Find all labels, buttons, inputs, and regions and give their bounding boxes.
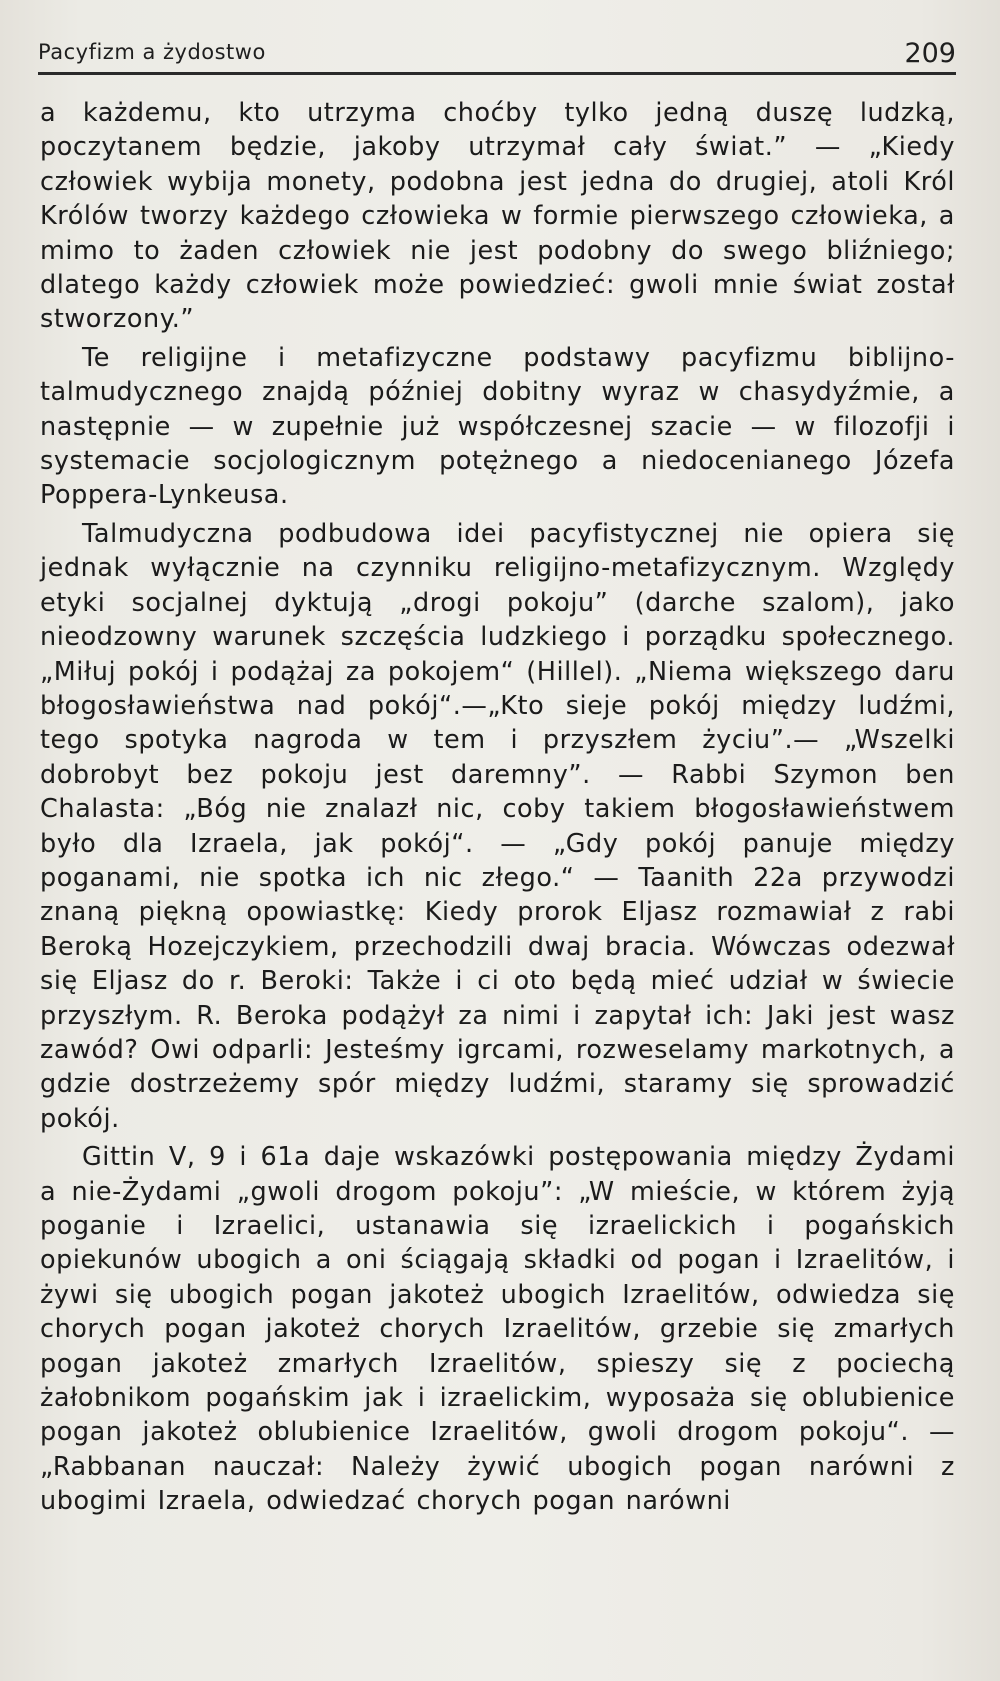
paragraph-1: a każdemu, kto utrzyma choćby tylko jedną duszę ludzką, poczytanem będzie, jakoby utrzymał cały świat.” — „Kiedy człowiek wybija monety, podobna jest jedna do drugiej, atoli Król Królów tworzy każdego człowieka w formie pierwszego człowieka, a mimo to żaden człowiek nie jest podobny do swego bliźniego; dlatego każdy człowiek może powiedzieć: gwoli mnie świat został stworzony.”	[40, 98, 955, 335]
header-rule	[38, 72, 956, 75]
page-number: 209	[904, 38, 956, 69]
paragraph-2: Te religijne i metafizyczne podstawy pacyfizmu biblijno-talmudycznego znajdą później dobitny wyraz w chasydyźmie, a następnie — w zupełnie już współczesnej szacie — w filozofji i systemacie socjologicznym potężnego a niedocenianego Józefa Poppera-Lynkeusa.	[40, 342, 955, 511]
page-header	[38, 34, 956, 74]
paragraph-4: Gittin V, 9 i 61a daje wskazówki postępowania między Żydami a nie-Żydami „gwoli drogom pokoju”: „W mieście, w którem żyją poganie i Izraelici, ustanawia się izraelickich i pogańskich opiekunów ubogich a oni ściągają składki od pogan i Izraelitów, i żywi się ubogich pogan jakoteż ubogich Izraelitów, odwiedza się chorych pogan jakoteż chorych Izraelitów, grzebie się zmarłych pogan jakoteż zmarłych Izraelitów, spieszy się z pociechą żałobnikom pogańskim jak i izraelickim, wyposaża się oblubienice pogan jakoteż oblubienice Izraelitów, gwoli drogom pokoju“. — „Rabbanan nauczał: Należy żywić ubogich pogan narówni z ubogimi Izraela, odwiedzać chorych pogan narówni	[40, 1142, 955, 1517]
paragraph-3: Talmudyczna podbudowa idei pacyfistycznej nie opiera się jednak wyłącznie na czynniku religijno-metafizycznym. Względy etyki socjalnej dyktują „drogi pokoju” (darche szalom), jako nieodzowny warunek szczęścia ludzkiego i porządku społecznego. „Miłuj pokój i podążaj za pokojem“ (Hillel). „Niema większego daru błogosławieństwa nad pokój“.—„Kto sieje pokój między ludźmi, tego spotyka nagroda w tem i przyszłem życiu”.— „Wszelki dobrobyt bez pokoju jest daremny”. — Rabbi Szymon ben Chalasta: „Bóg nie znalazł nic, coby takiem błogosławieństwem było dla Izraela, jak pokój“. — „Gdy pokój panuje między poganami, nie spotka ich nic złego.“ — Taanith 22a przywodzi znaną piękną opowiastkę: Kiedy prorok Eljasz rozmawiał z rabi Beroką Hozejczykiem, przechodzili dwaj bracia. Wówczas odezwał się Eljasz do r. Beroki: Także i ci oto będą mieć udział w świecie przyszłym. R. Beroka podążył za nimi i zapytał ich: Jaki jest wasz zawód? Owi odparli: Jesteśmy igrcami, rozweselamy markotnych, a gdzie dostrzeżemy spór między ludźmi, staramy się sprowadzić pokój.	[40, 518, 955, 1134]
running-title: Pacyfizm a żydostwo	[38, 40, 266, 64]
body-text	[40, 96, 955, 1523]
